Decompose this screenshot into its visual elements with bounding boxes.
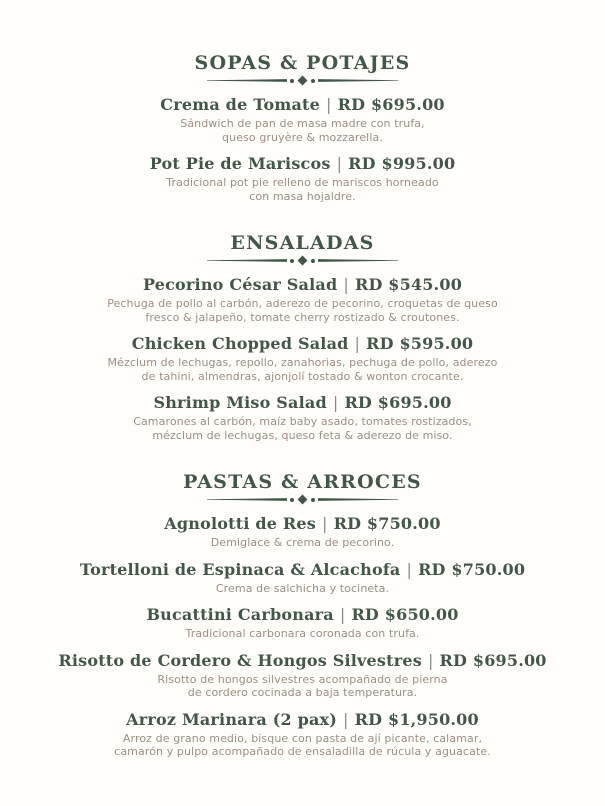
divider-dot-left — [290, 259, 294, 263]
section-title: SOPAS & POTAJES — [194, 52, 411, 74]
divider-line-left — [207, 498, 288, 501]
item-title-row — [0, 650, 605, 671]
price-separator: | — [339, 605, 346, 624]
item-description: Risotto de hongos silvestres acompañado de pierna de cordero cocinada a baja temperatura. — [157, 672, 448, 699]
item-title-row — [0, 274, 605, 295]
menu-section — [0, 471, 605, 759]
section-title: ENSALADAS — [230, 232, 375, 254]
item-title-row — [0, 709, 605, 730]
section-items — [0, 513, 605, 759]
divider-dot-right — [311, 498, 315, 502]
diamond-ornament-icon — [298, 76, 308, 86]
menu-item — [0, 559, 605, 596]
menu-item — [0, 274, 605, 324]
item-name: Shrimp Miso Salad — [153, 393, 327, 412]
item-price: RD $695.00 — [344, 393, 452, 412]
price-separator: | — [343, 709, 349, 729]
divider-dot-right — [311, 259, 315, 263]
price-separator: | — [354, 334, 361, 353]
section-divider-ornament — [207, 256, 399, 265]
price-separator: | — [406, 559, 413, 579]
item-description: Tradicional carbonara coronada con trufa. — [185, 627, 420, 640]
item-name: Pot Pie de Mariscos — [149, 154, 331, 173]
section-divider-ornament — [207, 495, 399, 504]
item-description: Tradicional pot pie relleno de mariscos horneado con masa hojaldre. — [166, 176, 439, 203]
section-divider-ornament — [207, 76, 399, 85]
diamond-ornament-icon — [298, 256, 308, 266]
divider-line-right — [318, 259, 399, 262]
menu-section — [0, 232, 605, 442]
item-description: Arroz de grano medio, bisque con pasta de ají picante, calamar, camarón y pulpo acompañado de ensaladilla de rúcula y aguacate. — [114, 731, 491, 758]
item-description: Demiglace & crema de pecorino. — [210, 536, 395, 549]
item-price: RD $545.00 — [354, 275, 463, 294]
menu-section — [0, 52, 605, 203]
divider-line-right — [318, 498, 399, 501]
item-title-row — [0, 392, 605, 413]
menu-item — [0, 513, 605, 550]
menu-sections — [0, 52, 605, 759]
item-description: Crema de salchicha y tocineta. — [215, 581, 390, 595]
menu-item — [0, 392, 605, 442]
item-title-row — [0, 333, 605, 354]
item-price: RD $750.00 — [418, 559, 526, 579]
menu-item — [0, 650, 605, 700]
item-name: Pecorino César Salad — [142, 275, 338, 294]
divider-dot-right — [311, 79, 315, 83]
item-title-row — [0, 153, 605, 174]
diamond-ornament-icon — [298, 495, 308, 505]
section-title: PASTAS & ARROCES — [183, 471, 422, 493]
item-name: Chicken Chopped Salad — [131, 334, 349, 353]
item-description: Camarones al carbón, maíz baby asado, tomates rostizados, mézclum de lechugas, queso feta & aderezo de miso. — [133, 415, 472, 442]
item-price: RD $995.00 — [348, 154, 456, 173]
divider-dot-left — [290, 79, 294, 83]
item-price: RD $695.00 — [439, 650, 547, 670]
item-title-row — [0, 604, 605, 625]
divider-line-right — [318, 79, 399, 82]
price-separator: | — [322, 514, 328, 533]
item-price: RD $650.00 — [351, 605, 459, 624]
item-title-row — [0, 94, 605, 115]
menu-item — [0, 709, 605, 759]
divider-line-left — [207, 259, 288, 262]
item-title-row — [0, 513, 605, 534]
item-description: Mézclum de lechugas, repollo, zanahorias, pechuga de pollo, aderezo de tahini, almendras, ajonjolí tostado & wonton crocante. — [107, 356, 498, 383]
item-name: Agnolotti de Res — [164, 514, 316, 533]
price-separator: | — [326, 95, 332, 114]
item-description: Pechuga de pollo al carbón, aderezo de pecorino, croquetas de queso fresco & jalapeño, tomate cherry rostizado & croutones. — [107, 297, 498, 324]
price-separator: | — [336, 154, 343, 173]
price-separator: | — [332, 393, 339, 412]
item-price: RD $695.00 — [337, 95, 445, 114]
divider-dot-left — [290, 498, 294, 502]
section-items — [0, 274, 605, 442]
price-separator: | — [427, 650, 434, 670]
item-title-row — [0, 559, 605, 580]
item-name: Arroz Marinara (2 pax) — [126, 709, 338, 729]
item-description: Sándwich de pan de masa madre con trufa, queso gruyère & mozzarella. — [180, 117, 425, 144]
item-name: Bucattini Carbonara — [146, 605, 334, 624]
item-price: RD $1,950.00 — [354, 709, 479, 729]
section-items — [0, 94, 605, 203]
divider-line-left — [207, 79, 288, 82]
item-name: Tortelloni de Espinaca & Alcachofa — [79, 559, 401, 579]
item-price: RD $750.00 — [333, 514, 441, 533]
price-separator: | — [343, 275, 349, 294]
item-name: Risotto de Cordero & Hongos Silvestres — [58, 650, 422, 670]
menu-item — [0, 153, 605, 203]
item-name: Crema de Tomate — [160, 95, 321, 114]
menu-item — [0, 94, 605, 144]
menu-item — [0, 333, 605, 383]
item-price: RD $595.00 — [366, 334, 474, 353]
menu-item — [0, 604, 605, 641]
